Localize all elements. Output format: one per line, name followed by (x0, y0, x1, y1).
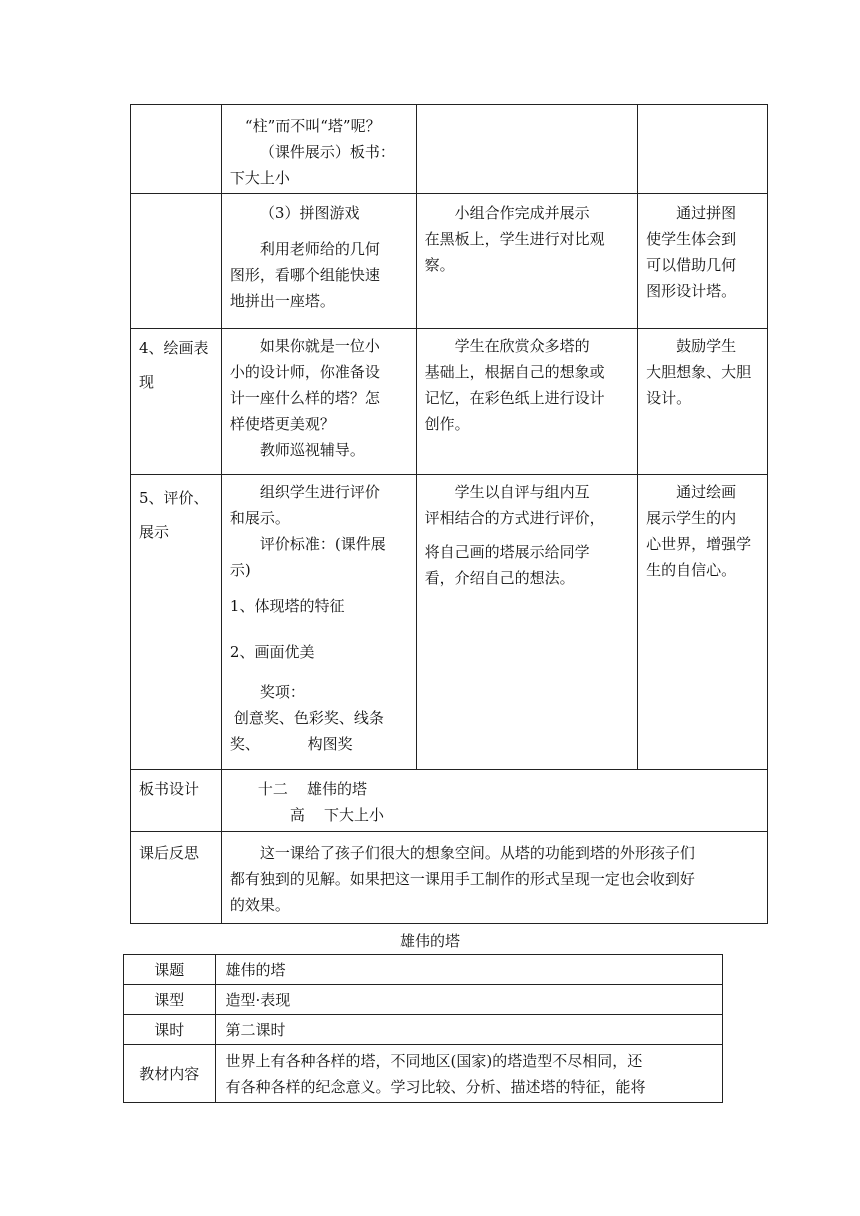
teacher-activity-cell (221, 105, 416, 194)
text-line: 都有独到的见解。如果把这一课用手工制作的形式呈现一定也会收到好 (229, 870, 695, 888)
text-line: 现 (139, 373, 155, 391)
text-line: 4、绘画表 (139, 339, 209, 357)
text-line: 和展示。 (229, 509, 290, 527)
text-line: 图形设计塔。 (646, 282, 737, 300)
text-line: 图形，看哪个组能快速 (229, 266, 380, 284)
student-activity-cell (416, 105, 638, 194)
text-line: 心世界，增强学 (646, 535, 752, 553)
design-intent-cell (638, 329, 768, 475)
teacher-activity-cell (221, 329, 416, 475)
table-row (131, 105, 768, 194)
design-intent-cell (638, 105, 768, 194)
course-info-table (123, 954, 723, 1103)
row-label: 课题 (124, 955, 216, 985)
text-line: 地拼出一座塔。 (229, 292, 335, 310)
text-line: 小的设计师，你准备设 (229, 363, 380, 381)
teacher-activity-cell (221, 194, 416, 329)
text-line: 基础上，根据自己的想象或 (424, 363, 605, 381)
row-label: 教材内容 (124, 1045, 216, 1103)
board-design-label: 板书设计 (139, 780, 200, 798)
text-line: “柱”而不叫“塔”呢？ (244, 117, 381, 135)
text-line: 教师巡视辅导。 (259, 441, 365, 459)
text-line: 利用老师给的几何 (259, 240, 380, 258)
text-line: 如果你就是一位小 (259, 337, 380, 355)
table-row (131, 770, 768, 832)
text-line: 这一课给了孩子们很大的想象空间。从塔的功能到塔的外形孩子们 (259, 844, 695, 862)
text-line: 评价标准：(课件展 (259, 535, 386, 553)
reflection-content (221, 832, 767, 924)
text-line: 小组合作完成并展示 (454, 204, 590, 222)
text-line: 创意奖、色彩奖、线条 (233, 709, 384, 727)
text-line: 记忆，在彩色纸上进行设计 (424, 389, 605, 407)
text-line: 雄伟的塔 (225, 961, 286, 979)
text-line: 样使塔更美观？ (229, 415, 335, 433)
row-value (215, 985, 723, 1015)
reflection-label: 课后反思 (139, 844, 200, 862)
text-line: 的效果。 (229, 896, 290, 914)
table-row (131, 329, 768, 475)
text-line: 十二 雄伟的塔 (257, 780, 367, 798)
table-row (131, 475, 768, 770)
stage-cell (131, 475, 222, 770)
table-row (124, 955, 723, 985)
text-line: 可以借助几何 (646, 256, 737, 274)
text-line: 示) (229, 561, 251, 579)
text-line: 在黑板上，学生进行对比观 (424, 230, 605, 248)
text-line: 察。 (424, 256, 455, 274)
lesson-process-table (130, 104, 768, 924)
text-line: 鼓励学生 (676, 337, 737, 355)
text-line: 1、体现塔的特征 (229, 597, 345, 615)
text-line: 下大上小 (229, 169, 290, 187)
design-intent-cell (638, 475, 768, 770)
section-title: 雄伟的塔 (399, 932, 460, 950)
row-label: 课时 (124, 1015, 216, 1045)
text-line: 奖项： (259, 683, 305, 701)
student-activity-cell (416, 194, 638, 329)
student-activity-cell (416, 475, 638, 770)
text-line: 5、评价、 (139, 489, 209, 507)
text-line: 有各种各样的纪念意义。学习比较、分析、描述塔的特征，能将 (225, 1077, 646, 1096)
text-line: 通过拼图 (676, 204, 737, 222)
text-line: （3）拼图游戏 (259, 204, 360, 222)
row-value (215, 1015, 723, 1045)
row-label (131, 770, 222, 832)
text-line: 造型·表现 (225, 991, 291, 1009)
row-label: 课型 (124, 985, 216, 1015)
text-line: 2、画面优美 (229, 643, 315, 661)
stage-cell (131, 194, 222, 329)
text-line: 生的自信心。 (646, 561, 737, 579)
text-line: 展示学生的内 (646, 509, 737, 527)
student-activity-cell (416, 329, 638, 475)
text-line: 创作。 (424, 415, 470, 433)
text-line: 高 下大上小 (289, 806, 384, 824)
stage-cell (131, 105, 222, 194)
text-line: 学生以自评与组内互 (454, 483, 590, 501)
text-line: 展示 (139, 523, 170, 541)
teacher-activity-cell (221, 475, 416, 770)
row-label (131, 832, 222, 924)
table-row (124, 1015, 723, 1045)
design-intent-cell (638, 194, 768, 329)
table-row (124, 1045, 723, 1103)
row-value (215, 1045, 723, 1103)
text-line: 评相结合的方式进行评价， (424, 509, 605, 527)
table-row (131, 194, 768, 329)
table-row (131, 832, 768, 924)
row-value (215, 955, 723, 985)
text-line: 第二课时 (225, 1021, 286, 1039)
text-line: 计一座什么样的塔？怎 (229, 389, 380, 407)
text-line: 设计。 (646, 389, 692, 407)
text-line: 世界上有各种各样的塔，不同地区(国家)的塔造型不尽相同，还 (225, 1051, 643, 1070)
text-line: 学生在欣赏众多塔的 (454, 337, 590, 355)
table-row (124, 985, 723, 1015)
board-design-content (221, 770, 767, 832)
text-line: 将自己画的塔展示给同学 (424, 543, 590, 561)
text-line: 组织学生进行评价 (259, 483, 380, 501)
text-line: 奖、 构图奖 (229, 735, 353, 753)
stage-cell (131, 329, 222, 475)
text-line: 通过绘画 (676, 483, 737, 501)
text-line: （课件展示）板书： (259, 143, 395, 161)
text-line: 看，介绍自己的想法。 (424, 569, 575, 587)
text-line: 使学生体会到 (646, 230, 737, 248)
text-line: 大胆想象、大胆 (646, 363, 752, 381)
